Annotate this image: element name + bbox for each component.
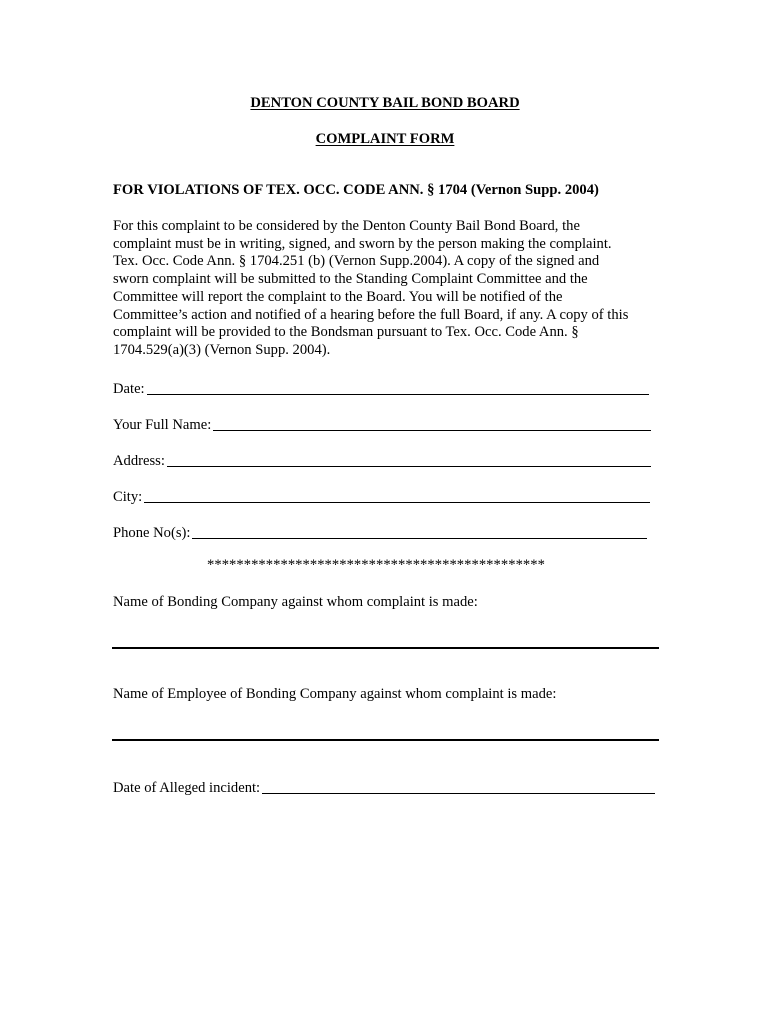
full-name-label: Your Full Name: bbox=[113, 417, 212, 433]
bonding-company-blank-line[interactable] bbox=[112, 647, 659, 649]
date-label: Date: bbox=[113, 381, 145, 397]
city-blank-line[interactable] bbox=[144, 501, 650, 503]
intro-line: 1704.529(a)(3) (Vernon Supp. 2004). bbox=[113, 341, 331, 358]
intro-paragraph bbox=[113, 218, 658, 360]
date-field[interactable] bbox=[113, 378, 649, 398]
separator-stars: ********************************************** bbox=[207, 557, 545, 573]
incident-date-label: Date of Alleged incident: bbox=[113, 780, 261, 796]
intro-line: sworn complaint will be submitted to the Standing Complaint Committee and the bbox=[113, 271, 588, 288]
address-field[interactable] bbox=[113, 450, 651, 470]
city-label: City: bbox=[113, 489, 143, 505]
intro-line: complaint must be in writing, signed, and sworn by the person making the complaint. bbox=[113, 235, 612, 252]
intro-line: Committee will report the complaint to the Board. You will be notified of the bbox=[113, 288, 563, 305]
intro-line: Tex. Occ. Code Ann. § 1704.251 (b) (Vernon Supp.2004). A copy of the signed and bbox=[113, 253, 600, 270]
date-blank-line[interactable] bbox=[147, 393, 649, 395]
phone-field[interactable] bbox=[113, 522, 647, 542]
address-blank-line[interactable] bbox=[167, 465, 651, 467]
incident-date-field[interactable] bbox=[113, 777, 655, 797]
phone-label: Phone No(s): bbox=[113, 525, 191, 541]
incident-date-blank-line[interactable] bbox=[262, 792, 655, 794]
phone-blank-line[interactable] bbox=[192, 537, 647, 539]
bonding-company-prompt: Name of Bonding Company against whom complaint is made: bbox=[113, 594, 478, 610]
intro-line: complaint will be provided to the Bondsman pursuant to Tex. Occ. Code Ann. § bbox=[113, 324, 579, 341]
intro-line: For this complaint to be considered by the Denton County Bail Bond Board, the bbox=[113, 218, 580, 234]
violations-heading: FOR VIOLATIONS OF TEX. OCC. CODE ANN. § 1704 (Vernon Supp. 2004) bbox=[113, 182, 599, 198]
employee-blank-line[interactable] bbox=[112, 739, 659, 741]
page-title: DENTON COUNTY BAIL BOND BOARD bbox=[250, 95, 520, 111]
form-title: COMPLAINT FORM bbox=[315, 131, 455, 147]
full-name-field[interactable] bbox=[113, 414, 651, 434]
address-label: Address: bbox=[113, 453, 165, 469]
intro-line: Committee’s action and notified of a hearing before the full Board, if any. A copy of this bbox=[113, 306, 629, 323]
employee-prompt: Name of Employee of Bonding Company against whom complaint is made: bbox=[113, 686, 557, 702]
full-name-blank-line[interactable] bbox=[213, 429, 651, 431]
city-field[interactable] bbox=[113, 486, 650, 506]
